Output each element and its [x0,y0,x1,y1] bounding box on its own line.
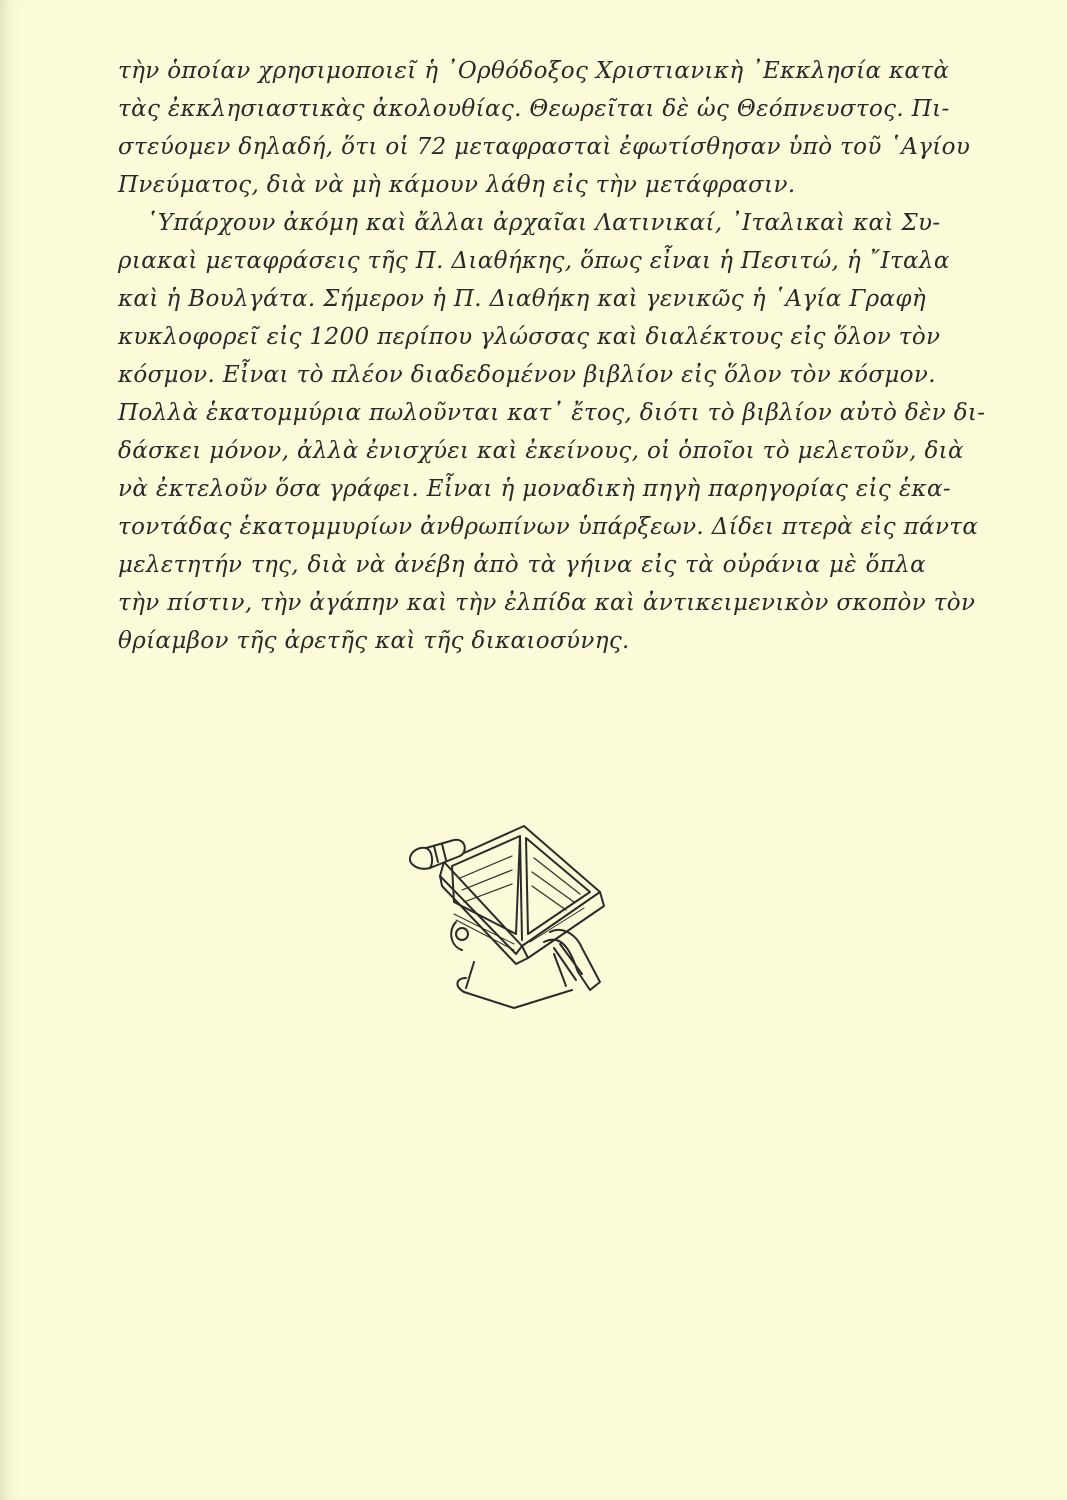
open-book-emblem-icon [404,822,622,1012]
text-line: δάσκει μόνον, ἀλλὰ ἐνισχύει καὶ ἐκείνους, οἱ ὁποῖοι τὸ μελετοῦν, διὰ [118,438,964,464]
text-line: Πολλὰ ἑκατομμύρια πωλοῦνται κατ᾽ ἔτος, διότι τὸ βιβλίον αὐτὸ δὲν δι- [118,400,986,426]
text-line: καὶ ἡ Βουλγάτα. Σήμερον ἡ Π. Διαθήκη καὶ γενικῶς ἡ ῾Αγία Γραφὴ [118,286,926,312]
text-line: στεύομεν δηλαδή, ὅτι οἱ 72 μεταφρασταὶ ἐφωτίσθησαν ὑπὸ τοῦ ῾Αγίου [118,134,971,160]
text-line: μελετητήν της, διὰ νὰ ἀνέβη ἀπὸ τὰ γήινα εἰς τὰ οὐράνια μὲ ὅπλα [118,552,926,578]
text-line: θρίαμβον τῆς ἀρετῆς καὶ τῆς δικαιοσύνης. [118,628,630,654]
body-text [118,52,986,660]
text-line: νὰ ἐκτελοῦν ὅσα γράφει. Εἶναι ἡ μοναδικὴ πηγὴ παρηγορίας εἰς ἑκα- [118,476,951,502]
text-line: τοντάδας ἑκατομμυρίων ἀνθρωπίνων ὑπάρξεων. Δίδει πτερὰ εἰς πάντα [118,514,979,540]
text-line: ριακαὶ μεταφράσεις τῆς Π. Διαθήκης, ὅπως εἶναι ἡ Πεσιτώ, ἡ ῎Ιταλα [118,248,950,274]
text-line: τὴν ὁποίαν χρησιμοποιεῖ ἡ ᾽Ορθόδοξος Χριστιανικὴ ᾽Εκκλησία κατὰ [118,58,950,84]
text-line: ῾Υπάρχουν ἀκόμη καὶ ἄλλαι ἀρχαῖαι Λατινικαί, ᾽Ιταλικαὶ καὶ Συ- [146,210,941,236]
text-line: Πνεύματος, διὰ νὰ μὴ κάμουν λάθη εἰς τὴν μετάφρασιν. [118,172,796,198]
text-line: τὴν πίστιν, τὴν ἀγάπην καὶ τὴν ἐλπίδα καὶ ἀντικειμενικὸν σκοπὸν τὸν [118,590,976,616]
text-line: τὰς ἐκκλησιαστικὰς ἀκολουθίας. Θεωρεῖται δὲ ὡς Θεόπνευστος. Πι- [118,96,950,122]
text-line: κόσμον. Εἶναι τὸ πλέον διαδεδομένον βιβλίον εἰς ὅλον τὸν κόσμον. [118,362,936,388]
text-line: κυκλοφορεῖ εἰς 1200 περίπου γλώσσας καὶ διαλέκτους εἰς ὅλον τὸν [118,324,941,350]
